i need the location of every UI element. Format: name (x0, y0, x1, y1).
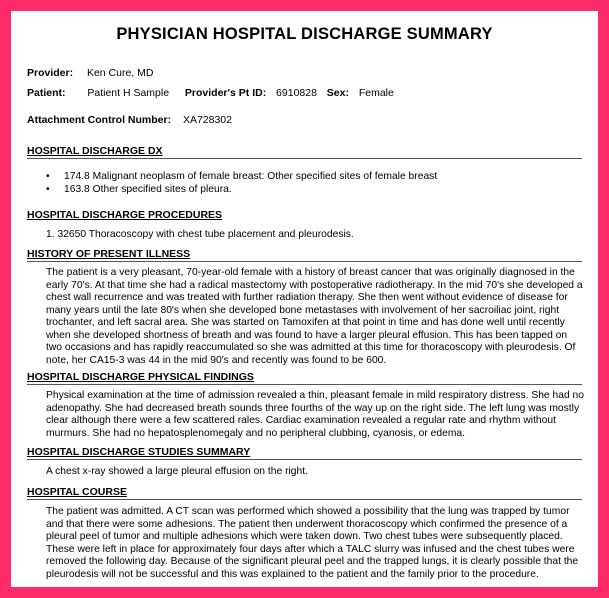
sex-label: Sex: (326, 87, 349, 99)
patient-value: Patient H Sample (87, 87, 170, 99)
provider-label: Provider: (27, 67, 74, 79)
sex-value: Female (358, 87, 394, 99)
bullet-icon: • (46, 183, 50, 195)
physical-text: Physical examination at the time of admission revealed a thin, pleasant female in mild respiratory distress. She had no adenopathy. She had decreased breath sounds three fourths of the way up on the right side. The left lung was mostly clear although there were a few scattered rales. Cardiac examination revealed a regular rate and rhythm without murmurs. She had no hepatosplenomegaly and no peripheral clubbing, cyanosis, or edema. (46, 390, 585, 439)
document-title: PHYSICIAN HOSPITAL DISCHARGE SUMMARY (116, 25, 493, 43)
section-divider (27, 384, 582, 385)
list-item: • 174.8 Malignant neoplasm of female breast: Other specified sites of female breast (46, 171, 438, 182)
patient-row (27, 87, 394, 99)
provider-value: Ken Cure, MD (86, 67, 154, 79)
procedures-text: 1. 32650 Thoracoscopy with chest tube placement and pleurodesis. (46, 229, 354, 240)
attachment-value: XA728302 (182, 114, 232, 126)
document-page (11, 11, 598, 587)
dx-list (46, 171, 437, 196)
section-heading-procedures: HOSPITAL DISCHARGE PROCEDURES (27, 209, 223, 221)
pt-id-label: Provider's Pt ID: (184, 87, 267, 99)
section-divider (27, 459, 582, 460)
section-divider (27, 499, 582, 500)
course-text: The patient was admitted. A CT scan was performed which showed a possibility that the lung was trapped by tumor and that there were some adhesions. The patient then underwent thoracoscopy which confirmed the presence of a pleural peel of tumor and multiple adhesions which were taken down. Two chest tubes were subsequently placed. These were left in place for approximately four days after which a TALC slurry was infused and the chest tubes were removed the following day. Because of the significant pleural peel and the trapped lungs, it is clearly possible that the pleurodesis will not be successful and this was explained to the patient and the family prior to the procedure. (46, 506, 579, 580)
section-heading-studies: HOSPITAL DISCHARGE STUDIES SUMMARY (27, 446, 251, 458)
section-heading-course: HOSPITAL COURSE (27, 486, 127, 498)
bullet-icon: • (46, 171, 50, 182)
patient-label: Patient: (27, 87, 66, 99)
provider-row (27, 67, 153, 79)
history-text: The patient is a very pleasant, 70-year-old female with a history of breast cancer that was originally diagnosed in the early 70's. At that time she had a radical mastectomy with postoperative radiotherapy. In the mid 70's she developed a chest wall recurrence and was treated with further radiation therapy. She then went without evidence of disease for many years until the late 80's when she developed bone metastases with involvement of her sacroiliac joint, right trochanter, and left sacral area. She was started on Tamoxifen at that point in time and has done well until recently when she developed shortness of breath and was found to have a larger pleural effusion. This has been tapped on two occasions and has rapidly reaccumulated so she was admitted at this time for thoracoscopy with pleurodesis. Of note, her CA15-3 was 44 in the mid 90's and recently was found to be 600. (46, 267, 583, 366)
list-item: • 163.8 Other specified sites of pleura. (46, 183, 232, 195)
attachment-row (27, 114, 232, 126)
section-heading-physical: HOSPITAL DISCHARGE PHYSICAL FINDINGS (27, 371, 254, 383)
section-heading-history: HISTORY OF PRESENT ILLNESS (27, 248, 191, 260)
pt-id-value: 6910828 (276, 87, 317, 99)
section-divider (27, 261, 582, 262)
section-divider (27, 158, 582, 159)
studies-text: A chest x-ray showed a large pleural effusion on the right. (46, 466, 308, 477)
section-heading-dx: HOSPITAL DISCHARGE DX (27, 145, 163, 157)
attachment-label: Attachment Control Number: (27, 114, 172, 126)
